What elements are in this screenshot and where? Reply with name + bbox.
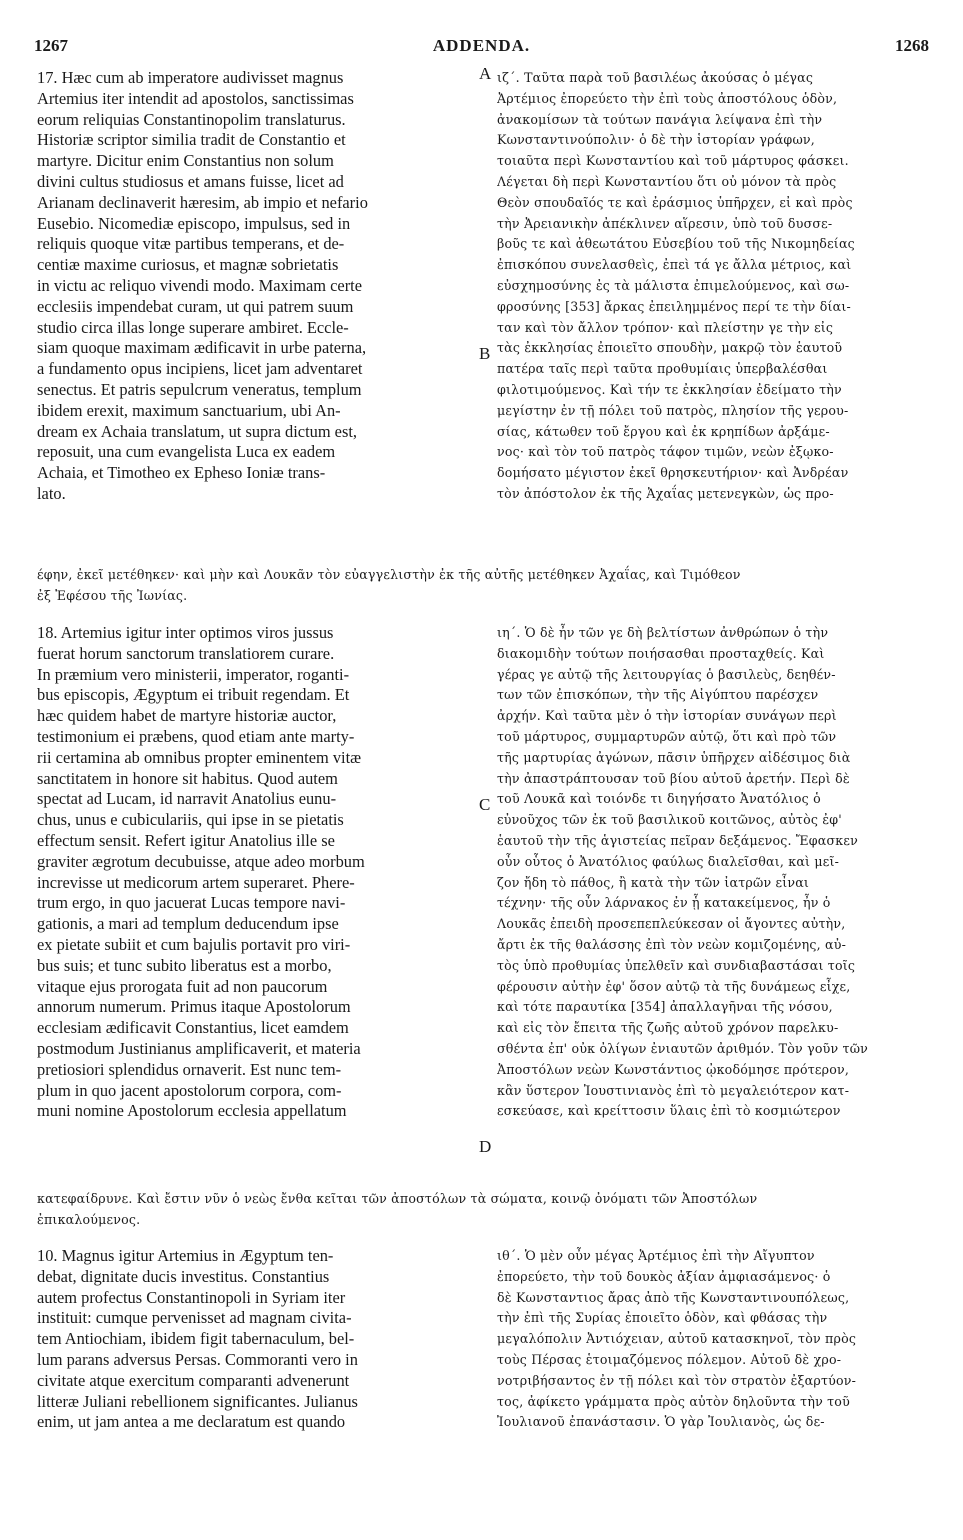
- text-line: τὴν ἐπὶ τῆς Συρίας ἐποιεῖτο ὁδὸν, καὶ φθάσας τὴν: [497, 1310, 828, 1326]
- text-line: reliquis quoque vitæ partibus temperans, et de-: [37, 234, 345, 254]
- text-line: τὰς ἐκκλησίας ἐποιεῖτο σπουδὴν, μακρῷ τὸν ἑαυτοῦ: [497, 340, 843, 356]
- left-page-number: 1267: [34, 36, 68, 55]
- text-line: instituit: cumque pervenisset ad magnam civita-: [37, 1308, 352, 1328]
- text-line: Artemius iter intendit ad apostolos, sanctissimas: [37, 88, 354, 108]
- text-line: δομήσατο μέγιστον ἐκεῖ θρησκευτήριον· καὶ Ἀνδρέαν: [497, 465, 849, 481]
- running-title: ADDENDA.: [432, 36, 531, 55]
- text-line: κἂν ὕστερον Ἰουστινιανὸς ἐπὶ τὸ μεγαλειότερον κατ-: [497, 1082, 850, 1098]
- text-line: μεγίστην ἐν τῇ πόλει τοῦ πατρὸς, πλησίον τῆς γερου-: [497, 402, 849, 418]
- text-line: ιη΄. Ὁ δὲ ἦν τῶν γε δὴ βελτίστων ἀνθρώπων ὁ τὴν: [497, 625, 829, 640]
- text-line: in victu ac reliquo vivendi modo. Maximam certe: [37, 275, 362, 295]
- text-line: δὲ Κωνσταντιος ἄρας ἀπὸ τῆς Κωνσταντινουπόλεως,: [497, 1289, 850, 1305]
- text-line: pretiosiori splendidus ornaverit. Est nunc tem-: [37, 1059, 342, 1079]
- text-line: τὴν ἀπαστράπτουσαν τοῦ βίου αὐτοῦ ἀρετήν. Περὶ δὲ: [497, 770, 850, 786]
- text-line: ecclesiam ædificavit Constantius, licet eamdem: [37, 1018, 349, 1038]
- text-line: τοῦ Λουκᾶ καὶ τοιόνδε τι διηγήσατο Ἀνατόλιος ὁ: [497, 791, 821, 807]
- text-line: έφην, ἐκεῖ μετέθηκεν· καὶ μὴν καὶ Λουκᾶν τὸν εὐαγγελιστὴν ἐκ τῆς αὐτῆς μετέθηκεν Ἀχαΐας, καὶ Τιμόθεον: [37, 567, 741, 582]
- text-line: ιθ΄. Ὁ μὲν οὖν μέγας Ἀρτέμιος ἐπὶ τὴν Αἴγυπτον: [497, 1248, 815, 1263]
- text-line: eorum reliquias Constantinopolim translaturus.: [37, 109, 346, 129]
- text-line: εὐνοῦχος τῶν ἐκ τοῦ βασιλικοῦ κοιτῶνος, αὐτὸς ἐφ': [497, 812, 842, 828]
- text-line: Κωνσταντινούπολιν· ὁ δὲ τὴν ἱστορίαν γράφων,: [497, 132, 815, 148]
- text-line: bus episcopis, Ægyptum ei tribuit regendam. Et: [37, 685, 350, 705]
- text-line: νος· καὶ τὸν τοῦ πατρὸς τάφον τιμῶν, νεὼν ἐξῳκο-: [497, 444, 834, 460]
- text-line: καὶ εἰς τὸν ἔπειτα τῆς ζωῆς αὐτοῦ χρόνον παρελκυ-: [497, 1020, 839, 1036]
- text-line: φέρουσιν αὐτὴν ἐφ' ὅσον αὐτῷ τὰ τῆς δυνάμεως εἶχε,: [497, 978, 851, 994]
- text-line: τέχνην· τῆς οὖν λάρνακος ἐν ᾗ κατακείμενος, ἦν ὁ: [497, 895, 831, 911]
- section-18-latin: [37, 623, 474, 1122]
- text-line: ecclesiis impendebat curam, ut qui patrem suum: [37, 296, 354, 316]
- text-line: muni nomine Apostolorum ecclesia appellatum: [37, 1101, 347, 1121]
- text-line: Λουκᾶς ἐπειδὴ προσεπεπλεύκεσαν οἱ ἄγοντες αὐτὴν,: [497, 916, 846, 932]
- text-line: ἀνακομίσων τὰ τούτων πανάγια λείψανα ἐπὶ τὴν: [497, 111, 823, 127]
- text-line: annorum numerum. Primus itaque Apostolorum: [37, 997, 351, 1017]
- text-line: εὐσχημοσύνης ἐς τὰ μάλιστα ἐπιμελούμενος, καὶ σω-: [497, 277, 850, 293]
- text-line: tem Antiochiam, ibidem figit tabernaculum, bel-: [37, 1329, 355, 1349]
- text-line: Θεὸν σπουδαῖός τε καὶ ἐράσμιος ὑπῆρχεν, εἰ καὶ πρὸς: [497, 194, 853, 210]
- margin-marker-b: B: [479, 344, 491, 363]
- text-line: reposuit, una cum evangelista Luca ex eadem: [37, 442, 336, 462]
- text-line: vitaque ejus prorogata fuit ad non paucorum: [37, 976, 328, 996]
- text-line: ζον ἤδη τὸ πάθος, ἢ κατὰ τὴν τῶν ἰατρῶν εἶναι: [497, 874, 810, 890]
- text-line: σίας, κάτωθεν τοῦ ἔργου καὶ ἐκ κρηπίδων ἀρξάμε-: [497, 423, 830, 439]
- text-line: In præmium vero ministerii, imperator, roganti-: [37, 664, 350, 684]
- text-line: senectus. Et patris sepulcrum veneratus, templum: [37, 379, 362, 399]
- text-line: τὸν ἀπόστολον ἐκ τῆς Ἀχαΐας μετενεγκὼν, ὡς προ-: [497, 485, 834, 501]
- text-line: civitate atque exercitum comparanti advenerunt: [37, 1370, 350, 1390]
- text-line: hæc quidem habet de martyre historiæ auctor,: [37, 706, 337, 726]
- text-line: trum ergo, in quo jacuerat Lucas tempore navi-: [37, 893, 346, 913]
- section-18-greek-continuation: [37, 1189, 933, 1231]
- text-line: Ἰουλιανοῦ ἐπανάστασιν. Ὁ γὰρ Ἰουλιανὸς, ὡς δε-: [497, 1414, 825, 1430]
- text-line: plum in quo jacent apostolorum corpora, com-: [37, 1080, 342, 1100]
- text-line: ταν καὶ τὸν ἄλλον τρόπον· καὶ πλείστην γε τὴν εἰς: [497, 319, 834, 335]
- text-line: lum parans adversus Persas. Commoranti vero in: [37, 1349, 358, 1369]
- text-line: ιζ΄. Ταῦτα παρὰ τοῦ βασιλέως ἀκούσας ὁ μέγας: [497, 70, 814, 85]
- text-line: chus, unus e cubiculariis, qui ipse in se pietatis: [37, 810, 344, 830]
- text-line: lato.: [37, 483, 66, 503]
- text-line: sanctitatem in honore sit habitus. Quod autem: [37, 768, 338, 788]
- text-line: τὴν Ἀρειανικὴν ἀπέκλινεν αἵρεσιν, ὑπὸ τοῦ δυσσε-: [497, 215, 833, 231]
- text-line: τοὺς Πέρσας ἑτοιμαζόμενος πόλεμον. Αὐτοῦ δὲ χρο-: [497, 1351, 842, 1367]
- text-line: divini cultus studiosus et amans fuisse, licet ad: [37, 171, 344, 191]
- text-line: σθέντα ἐπ' οὐκ ὀλίγων ἐνιαυτῶν ἀριθμόν. Τὸν γοῦν τῶν: [497, 1040, 869, 1056]
- text-line: ibidem erexit, maximum sanctuarium, ubi An-: [37, 400, 341, 420]
- text-line: testimonium ei præbens, quod etiam ante marty-: [37, 726, 355, 746]
- text-line: κατεφαίδρυνε. Καὶ ἔστιν νῦν ὁ νεὼς ἔνθα κεῖται τῶν ἀποστόλων τὰ σώματα, κοινῷ ὀνόματι τῶν Ἀποστόλων: [37, 1191, 758, 1206]
- text-line: τὸς ὑπὸ προθυμίας ὑπελθεῖν καὶ συνδιαβαστάσαι τοῖς: [497, 957, 856, 973]
- text-line: ἐπορεύετο, τὴν τοῦ δουκὸς ἀξίαν ἀμφιασάμενος· ὁ: [497, 1268, 831, 1284]
- text-line: centiæ maxime curiosus, et magnæ sobrietatis: [37, 255, 339, 275]
- text-line: Ἀρτέμιος ἐπορεύετο τὴν ἐπὶ τοὺς ἀποστόλους ὁδὸν,: [497, 90, 838, 106]
- section-18-greek: [497, 623, 933, 1122]
- text-line: enim, ut jam antea a me declaratum est quando: [37, 1412, 346, 1432]
- text-line: effectum sensit. Refert igitur Anatolius ille se: [37, 830, 335, 850]
- text-line: increvisse ut medicorum artem superaret. Phere-: [37, 872, 355, 892]
- section-19-latin: [37, 1246, 474, 1433]
- margin-marker-a: A: [479, 64, 492, 83]
- text-line: ἀρχήν. Καὶ ταῦτα μὲν ὁ τὴν ἱστορίαν συνάγων περὶ: [497, 708, 837, 724]
- margin-marker-c: C: [479, 795, 491, 814]
- text-line: γέρας γε αὐτῷ τῆς λειτουργίας ὁ βασιλεὺς, δεηθέν-: [497, 666, 836, 682]
- text-line: fuerat horum sanctorum translatiorem curare.: [37, 643, 335, 663]
- section-17-greek-continuation: [37, 565, 933, 607]
- section-17-greek: [497, 68, 933, 505]
- text-line: studio circa illas longe superare ambiret. Eccle-: [37, 317, 349, 337]
- text-line: Ἀποστόλων νεὼν Κωνστάντιος ᾠκοδόμησε πρότερον,: [497, 1061, 850, 1077]
- text-line: φιλοτιμούμενος. Καὶ τήν τε ἐκκλησίαν ἐδείματο τὴν: [497, 381, 842, 397]
- text-line: καὶ τότε παραυτίκα [354] ἀπαλλαγῆναι τῆς νόσου,: [497, 999, 833, 1015]
- text-line: gationis, a mari ad templum deducendum ipse: [37, 914, 339, 934]
- text-line: βοῦς τε καὶ ἀθεωτάτου Εὐσεβίου τοῦ τῆς Νικομηδείας: [497, 236, 855, 252]
- text-line: των τῶν ἐπισκόπων, τὴν τῆς Αἰγύπτου παρέσχεν: [497, 687, 819, 703]
- text-line: εσκεύασε, καὶ κρείττοσιν ὕλαις ἐπὶ τὸ κοσμιώτερον: [497, 1103, 841, 1119]
- text-line: litteræ Juliani rebellionem significantes. Julianus: [37, 1391, 358, 1411]
- text-line: Arianam declinaverit hæresim, ab impio et nefario: [37, 192, 368, 212]
- text-line: spectat ad Lucam, id narravit Anatolius eunu-: [37, 789, 337, 809]
- section-19-greek: [497, 1246, 933, 1433]
- section-17-latin: [37, 68, 474, 505]
- text-line: τοῦ μάρτυρος, συμμαρτυρῶν αὐτῷ, ὅτι καὶ πρὸ τῶν: [497, 728, 837, 744]
- text-line: φροσύνης [353] ἄρκας ἐπειλημμένος περί τε τὴν δίαι-: [497, 298, 851, 314]
- text-line: Achaia, et Timotheo ex Epheso Ioniæ trans-: [37, 463, 326, 483]
- text-line: siam quoque maximam ædificavit in urbe paterna,: [37, 338, 367, 358]
- text-line: ex pietate subiit et cum bajulis portavit pro viri-: [37, 934, 351, 954]
- text-line: μεγαλόπολιν Ἀντιόχειαν, αὐτοῦ κατασκηνοῖ, τὸν πρὸς: [497, 1331, 857, 1347]
- text-line: νοτριβήσαντος ἐν τῇ πόλει καὶ τὸν στρατὸν ἐξαρτύον-: [497, 1372, 857, 1388]
- text-line: τοιαῦτα περὶ Κωνσταντίου καὶ τοῦ μάρτυρος φάσκει.: [497, 153, 849, 169]
- text-line: ἐξ Ἐφέσου τῆς Ἰωνίας.: [37, 587, 188, 603]
- text-line: Historiæ scriptor similia tradit de Constantio et: [37, 130, 346, 150]
- margin-marker-d: D: [479, 1137, 492, 1156]
- text-line: postmodum Justinianus amplificaverit, et materia: [37, 1038, 361, 1058]
- text-line: 10. Magnus igitur Artemius in Ægyptum ten-: [37, 1246, 334, 1265]
- text-line: τῆς μαρτυρίας ἀγώνων, πᾶσιν ὑπῆρχεν αἰδέσιμος διὰ: [497, 749, 851, 765]
- text-line: 18. Artemius igitur inter optimos viros jussus: [37, 623, 334, 642]
- text-line: τος, ἀφίκετο γράμματα πρὸς αὐτὸν δηλοῦντα τὴν τοῦ: [497, 1393, 850, 1409]
- text-line: οὖν οὗτος ὁ Ἀνατόλιος φαύλως διαλεῖσθαι, καὶ μεῖ-: [497, 853, 840, 869]
- text-line: graviter ægrotum decubuisse, atque adeo morbum: [37, 851, 365, 871]
- text-line: Λέγεται δὴ περὶ Κωνσταντίου ὅτι οὐ μόνον τὰ πρὸς: [497, 173, 837, 189]
- text-line: ἐπικαλούμενος.: [37, 1211, 141, 1227]
- text-line: ἄρτι ἐκ τῆς θαλάσσης ἐπὶ τὸν νεὼν κομιζομένης, αὐ-: [497, 936, 847, 952]
- text-line: bus suis; et tunc subito liberatus est a morbo,: [37, 955, 332, 975]
- text-line: 17. Hæc cum ab imperatore audivisset magnus: [37, 68, 344, 87]
- text-line: ἐπισκόπου συνελασθεὶς, ἐπεὶ τά γε ἄλλα μέτριος, καὶ: [497, 257, 852, 273]
- text-line: autem profectus Constantinopoli in Syriam iter: [37, 1287, 346, 1307]
- text-line: διακομιδὴν τούτων ποιήσασθαι προσταχθείς. Καὶ: [497, 645, 825, 661]
- text-line: a fundamento opus incipiens, licet jam adventaret: [37, 359, 363, 379]
- text-line: martyre. Dicitur enim Constantius non solum: [37, 151, 334, 171]
- text-line: debat, dignitate ducis investitus. Constantius: [37, 1266, 330, 1286]
- right-page-number: 1268: [895, 36, 929, 55]
- text-line: rii certamina ab omnibus propter eminentem vitæ: [37, 747, 362, 767]
- text-line: ἑαυτοῦ τὴν τῆς ἁγιστείας πεῖραν δεξάμενος. Ἔφασκεν: [497, 832, 858, 848]
- text-line: Eusebio. Nicomediæ episcopo, impulsus, sed in: [37, 213, 351, 233]
- text-line: dream ex Achaia translatum, ut supra dictum est,: [37, 421, 357, 441]
- text-line: πατέρα ταῖς περὶ ταῦτα προθυμίαις ὑπερβαλέσθαι: [497, 361, 828, 377]
